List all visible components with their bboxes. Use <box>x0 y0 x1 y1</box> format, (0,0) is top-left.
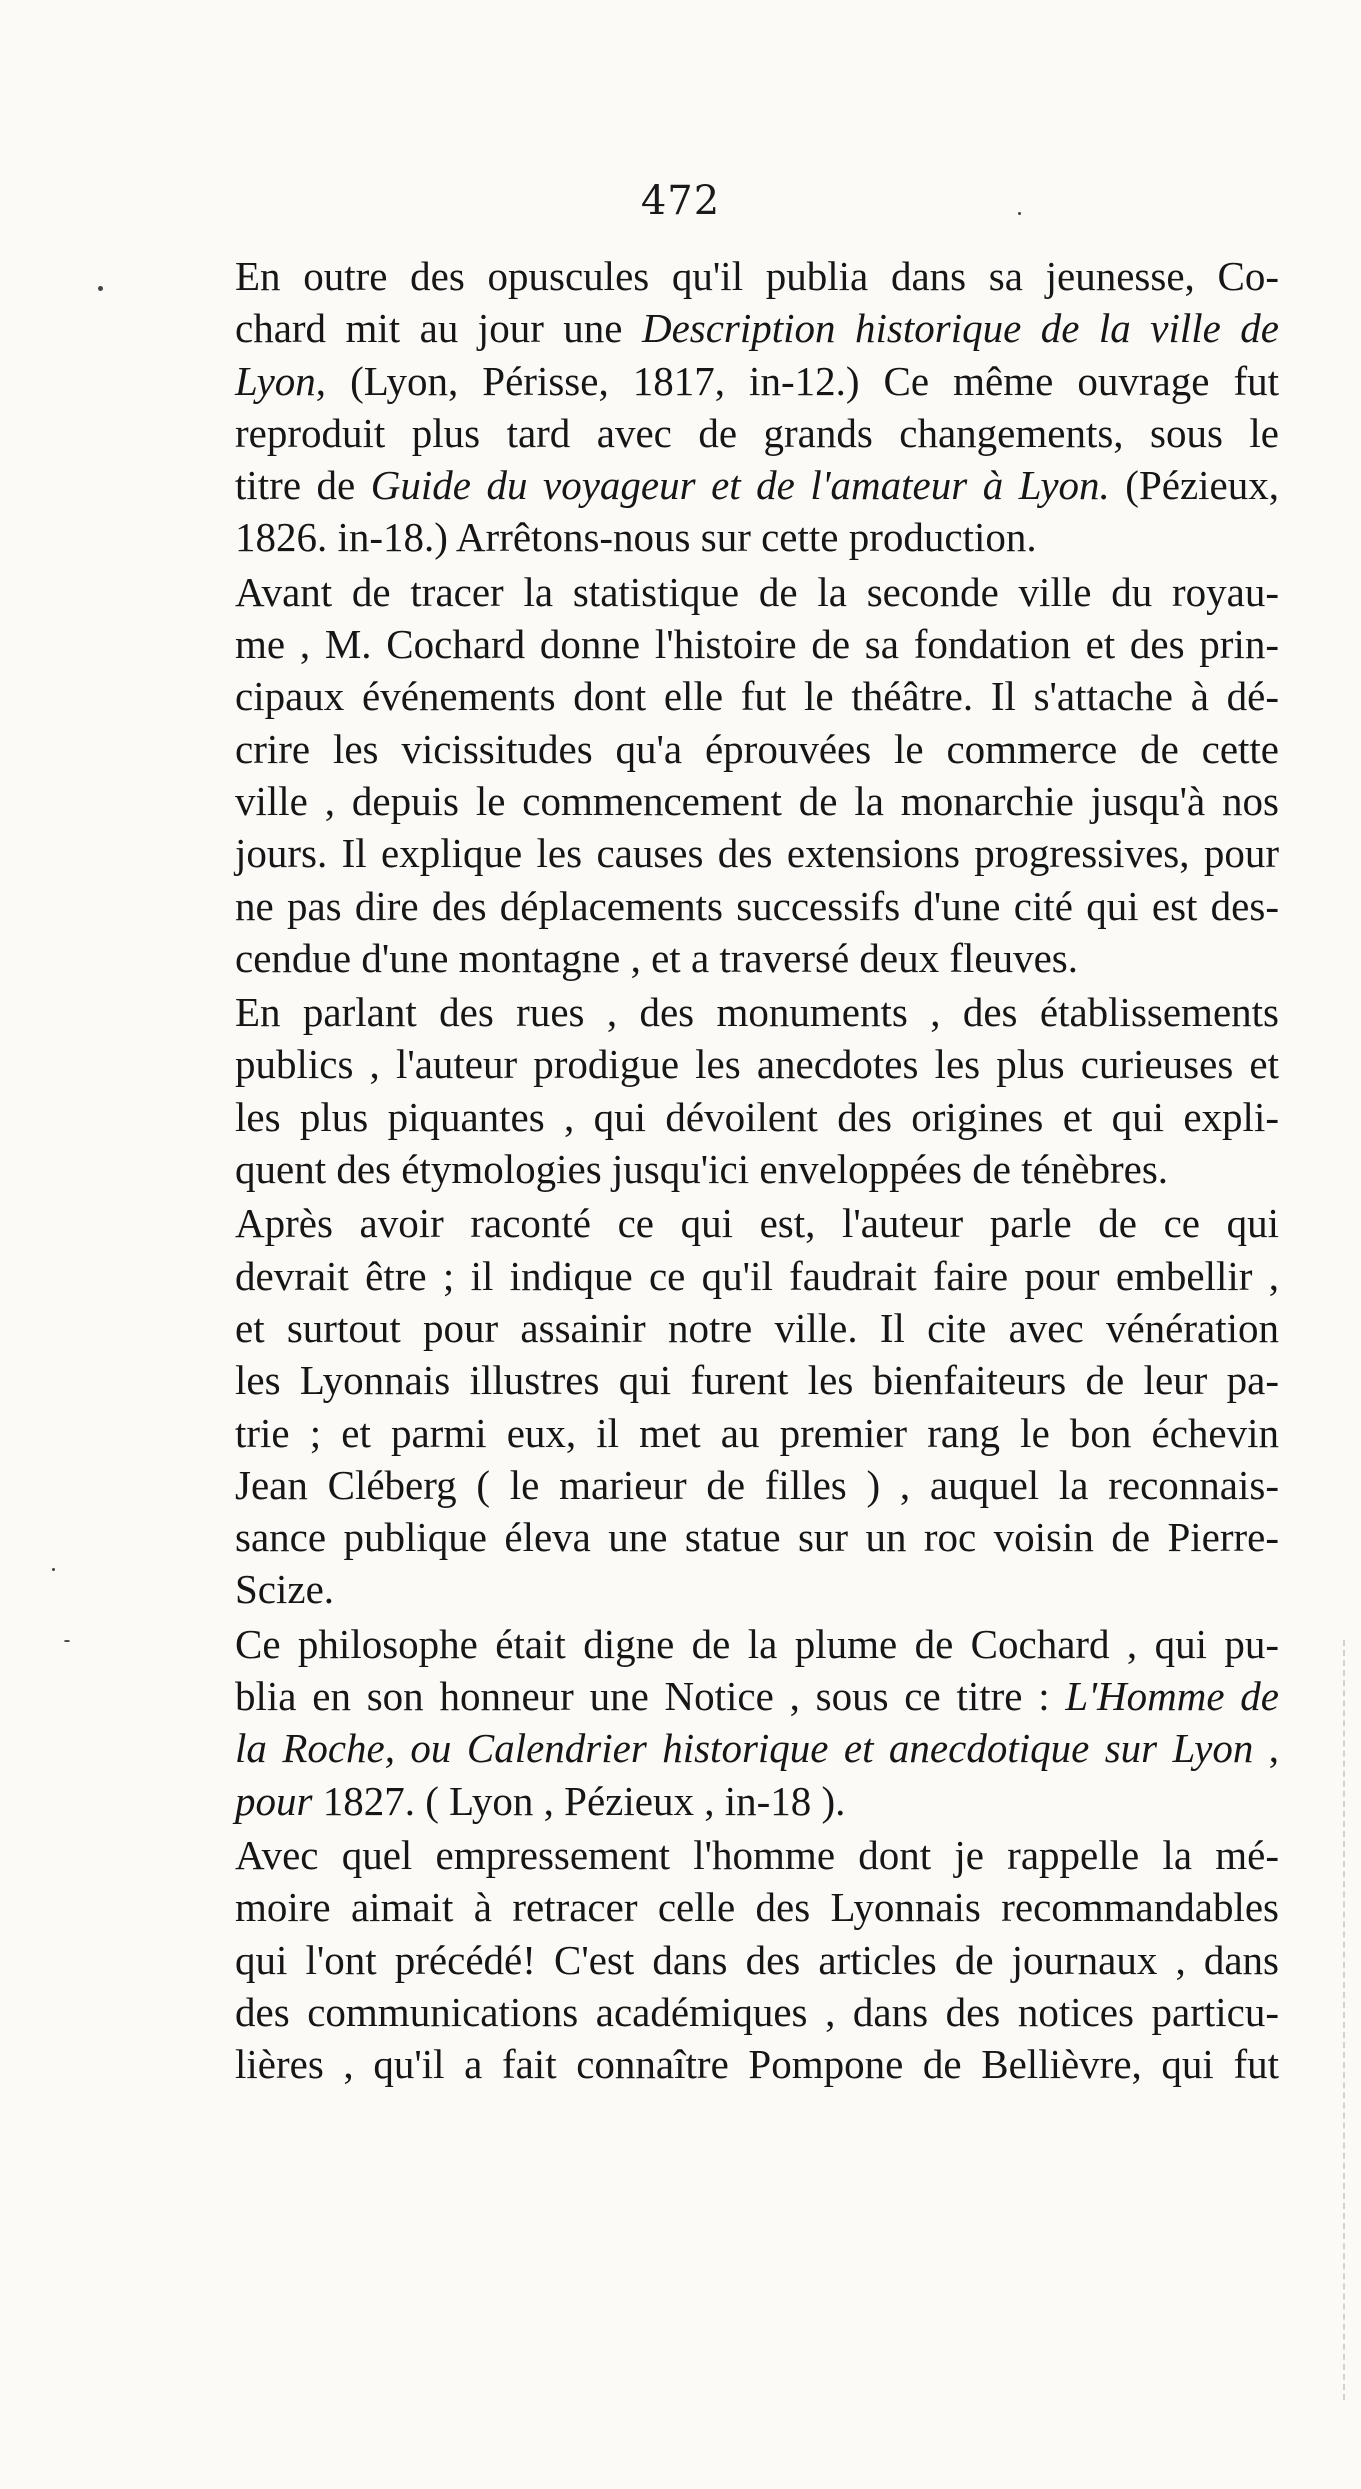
page-number: 472 <box>640 178 721 224</box>
ink-speck <box>64 1640 70 1642</box>
text-line: trie ; et parmi eux, il met au premier rang le bon échevin <box>235 1409 1279 1456</box>
text-line: crire les vicissitudes qu'a éprouvées le commerce de cette <box>235 725 1279 772</box>
body-text <box>235 250 1279 2090</box>
text-line: cipaux événements dont elle fut le théâtre. Il s'attache à dé- <box>235 673 1279 720</box>
roman-text: (Pézieux, <box>1109 462 1279 509</box>
text-line: des communications académiques , dans des notices particu- <box>235 1988 1279 2035</box>
text-line: qui l'ont précédé! C'est dans des articles de journaux , dans <box>235 1936 1279 1983</box>
roman-text: blia en son honneur une Notice , sous ce titre : <box>235 1673 1066 1720</box>
text-line <box>235 355 1279 407</box>
line-text <box>235 305 1279 351</box>
text-line: 1826. in-18.) Arrêtons-nous sur cette production. <box>235 514 1037 561</box>
text-line: En outre des opuscules qu'il publia dans sa jeunesse, Co- <box>235 253 1279 299</box>
ink-speck <box>98 286 103 291</box>
text-line: sance publique éleva une statue sur un roc voisin de Pierre- <box>235 1514 1279 1561</box>
text-line: lières , qu'il a fait connaître Pompone de Bellièvre, qui fut <box>235 2041 1279 2088</box>
italic-title: la Roche, ou Calendrier historique et anecdotique sur Lyon <box>235 1725 1254 1772</box>
roman-text: chard mit au jour une <box>235 305 642 352</box>
text-line: Avant de tracer la statistique de la seconde ville du royau- <box>235 568 1279 615</box>
text-line: devrait être ; il indique ce qu'il faudrait faire pour embellir , <box>235 1252 1279 1299</box>
italic-title: Description historique de la ville de <box>641 305 1279 352</box>
text-line: les Lyonnais illustres qui furent les bienfaiteurs de leur pa- <box>235 1357 1279 1404</box>
text-line: ville , depuis le commencement de la monarchie jusqu'à nos <box>235 777 1279 824</box>
text-line: les plus piquantes , qui dévoilent des origines et qui expli- <box>235 1093 1279 1140</box>
text-line: me , M. Cochard donne l'histoire de sa fondation et des prin- <box>235 621 1279 668</box>
text-line: quent des étymologies jusqu'ici enveloppées de ténèbres. <box>235 1146 1169 1193</box>
text-line: cendue d'une montagne , et a traversé deux fleuves. <box>235 934 1078 981</box>
italic-title: Guide du voyageur et de l'amateur à Lyon. <box>370 462 1110 509</box>
text-line <box>235 1722 1279 1774</box>
text-line: reproduit plus tard avec de grands changements, sous le <box>235 409 1279 456</box>
roman-text: 1827. ( Lyon , Pézieux , in-18 ). <box>312 1777 846 1824</box>
roman-text: titre de <box>235 462 371 509</box>
italic-title: L'Homme de <box>1065 1673 1279 1720</box>
text-line: Ce philosophe était digne de la plume de Cochard , qui pu- <box>235 1620 1279 1667</box>
italic-title: Lyon <box>235 357 316 404</box>
text-line: et surtout pour assainir notre ville. Il cite avec vénération <box>235 1304 1279 1351</box>
text-line: Avec quel empressement l'homme dont je rappelle la mé- <box>235 1831 1279 1878</box>
roman-text: , (Lyon, Périsse, 1817, in-12.) Ce même ouvrage fut <box>315 357 1279 404</box>
text-line: publics , l'auteur prodigue les anecdotes les plus curieuses et <box>235 1041 1279 1088</box>
text-line <box>235 1775 1279 1827</box>
text-line: Après avoir raconté ce qui est, l'auteur parle de ce qui <box>235 1200 1279 1247</box>
text-line: En parlant des rues , des monuments , des établissements <box>235 989 1279 1036</box>
text-line: ne pas dire des déplacements successifs d'une cité qui est des- <box>235 882 1279 929</box>
text-line <box>235 1670 1279 1722</box>
roman-text: , <box>1253 1725 1279 1772</box>
margin-scan-marks <box>1343 1640 1349 2400</box>
text-line: Scize. <box>235 1566 335 1613</box>
ink-speck <box>1018 212 1021 215</box>
text-line: moire aimait à retracer celle des Lyonnais recommandables <box>235 1884 1279 1931</box>
text-line <box>235 302 1279 354</box>
text-line: Jean Cléberg ( le marieur de filles ) , auquel la reconnais- <box>235 1461 1279 1508</box>
text-line: jours. Il explique les causes des extensions progressives, pour <box>235 830 1279 877</box>
ink-speck <box>52 1568 55 1571</box>
text-line <box>235 459 1279 511</box>
italic-title: pour <box>235 1777 313 1824</box>
